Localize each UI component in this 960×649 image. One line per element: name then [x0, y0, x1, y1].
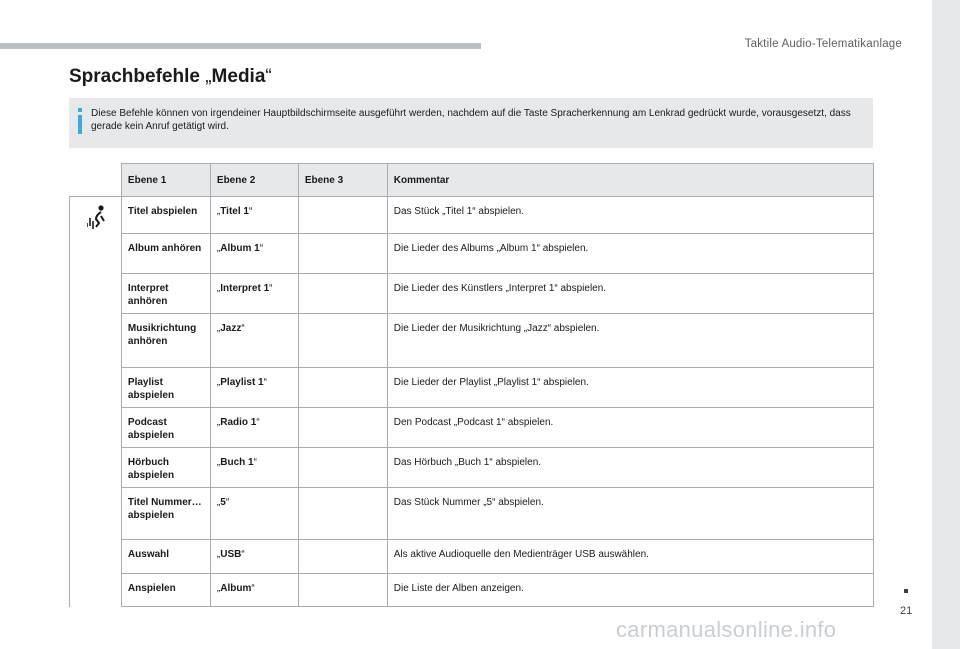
side-strip: [932, 0, 960, 649]
level2-open-quote: „: [216, 377, 221, 388]
level2-close-quote: “: [241, 549, 245, 560]
cell-level1: Musikrichtung anhören: [121, 314, 210, 368]
cell-comment: Als aktive Audioquelle den Medienträger USB auswählen.: [387, 540, 873, 574]
level2-close-quote: “: [251, 583, 255, 594]
level2-close-quote: “: [225, 497, 230, 508]
voice-command-icon: [87, 205, 109, 231]
table-header-row: [70, 164, 874, 197]
cell-level2: [210, 408, 298, 448]
table-row: [70, 197, 874, 234]
cell-level3: [298, 574, 387, 607]
table-row: [70, 368, 874, 408]
cell-level1: Playlist abspielen: [121, 368, 210, 408]
table-row: [70, 274, 874, 314]
cell-level2: [210, 234, 298, 274]
table-row: [70, 488, 874, 540]
level2-value: Album 1: [220, 243, 260, 254]
watermark: carmanualsonline.info: [616, 617, 837, 642]
cell-level1: Album anhören: [121, 234, 210, 274]
info-icon: [78, 108, 82, 134]
cell-comment: Die Lieder des Albums „Album 1“ abspielen.: [387, 234, 873, 274]
page-number: 21: [900, 605, 913, 617]
level2-open-quote: „: [216, 243, 221, 254]
cell-level1: Titel abspielen: [121, 197, 210, 234]
title-word: Media: [211, 66, 266, 87]
cell-level2: [210, 368, 298, 408]
level2-close-quote: “: [259, 243, 264, 254]
level2-value: Album: [220, 583, 252, 594]
cell-level3: [298, 274, 387, 314]
cell-level2: [210, 540, 298, 574]
cell-level3: [298, 234, 387, 274]
cell-comment: Das Stück Nummer „5“ abspielen.: [387, 488, 873, 540]
level2-value: Jazz: [220, 323, 242, 334]
level2-value: Radio 1: [220, 417, 257, 428]
header-bar: [0, 43, 481, 49]
cell-level2: [210, 448, 298, 488]
voice-command-table: [69, 163, 874, 607]
table-row: [70, 540, 874, 574]
page-title: [69, 66, 272, 88]
level2-open-quote: „: [216, 549, 221, 560]
cell-level2: [210, 274, 298, 314]
cell-level3: [298, 314, 387, 368]
cell-level1: Hörbuch abspielen: [121, 448, 210, 488]
level2-close-quote: “: [269, 283, 273, 294]
info-text: Diese Befehle können von irgendeiner Hauptbildschirmseite ausgeführt werden, nachdem auf die Taste Spracherkennung am Lenkrad gedrückt wurde, vorausgesetzt, dass gerade kein Anruf getätigt wird.: [91, 108, 851, 132]
level2-close-quote: “: [253, 457, 257, 468]
level2-open-quote: „: [216, 417, 221, 428]
table-header-level3: Ebene 3: [298, 164, 387, 197]
cell-level3: [298, 488, 387, 540]
level2-close-quote: “: [256, 417, 260, 428]
title-close-quote: “: [265, 66, 272, 87]
cell-level3: [298, 368, 387, 408]
table-row: [70, 314, 874, 368]
cell-level1: Auswahl: [121, 540, 210, 574]
level2-open-quote: „: [216, 583, 221, 594]
cell-comment: Die Lieder der Playlist „Playlist 1“ abspielen.: [387, 368, 873, 408]
level2-open-quote: „: [216, 206, 221, 217]
table-row: [70, 234, 874, 274]
cell-level1: Anspielen: [121, 574, 210, 607]
cell-level1: Podcast abspielen: [121, 408, 210, 448]
level2-open-quote: „: [216, 497, 221, 508]
level2-open-quote: „: [216, 283, 221, 294]
section-title: Taktile Audio-Telematikanlage: [744, 38, 902, 50]
cell-level2: [210, 314, 298, 368]
level2-close-quote: “: [248, 206, 253, 217]
level2-value: Playlist 1: [220, 377, 264, 388]
table-row: [70, 448, 874, 488]
cell-comment: Die Liste der Alben anzeigen.: [387, 574, 873, 607]
title-main: Sprachbefehle: [69, 66, 206, 87]
level2-value: Titel 1: [220, 206, 249, 217]
cell-level3: [298, 448, 387, 488]
level2-close-quote: “: [241, 323, 245, 334]
cell-comment: Den Podcast „Podcast 1“ abspielen.: [387, 408, 873, 448]
cell-level3: [298, 197, 387, 234]
level2-open-quote: „: [216, 457, 221, 468]
cell-comment: Die Lieder der Musikrichtung „Jazz“ abspielen.: [387, 314, 873, 368]
cell-level3: [298, 408, 387, 448]
cell-comment: Das Stück „Titel 1“ abspielen.: [387, 197, 873, 234]
table-row: [70, 408, 874, 448]
title-open-quote: „: [205, 66, 212, 87]
cell-comment: Die Lieder des Künstlers „Interpret 1“ abspielen.: [387, 274, 873, 314]
table-icon-cell: [70, 197, 122, 607]
cell-level2: [210, 574, 298, 607]
table-header-level1: Ebene 1: [121, 164, 210, 197]
cell-level1: Interpret anhören: [121, 274, 210, 314]
level2-open-quote: „: [216, 323, 221, 334]
level2-close-quote: “: [263, 377, 267, 388]
cell-level2: [210, 197, 298, 234]
cell-comment: Das Hörbuch „Buch 1“ abspielen.: [387, 448, 873, 488]
level2-value: Buch 1: [220, 457, 254, 468]
table-row: [70, 574, 874, 607]
info-box: [69, 98, 873, 148]
cell-level2: [210, 488, 298, 540]
page-bullet: [904, 589, 908, 593]
table-header-icon-cell: [70, 164, 122, 197]
table-header-comment: Kommentar: [387, 164, 873, 197]
level2-value: 5: [220, 497, 226, 508]
level2-value: USB: [220, 549, 242, 560]
cell-level3: [298, 540, 387, 574]
cell-level1: Titel Nummer… abspielen: [121, 488, 210, 540]
level2-value: Interpret 1: [220, 283, 270, 294]
table-header-level2: Ebene 2: [210, 164, 298, 197]
